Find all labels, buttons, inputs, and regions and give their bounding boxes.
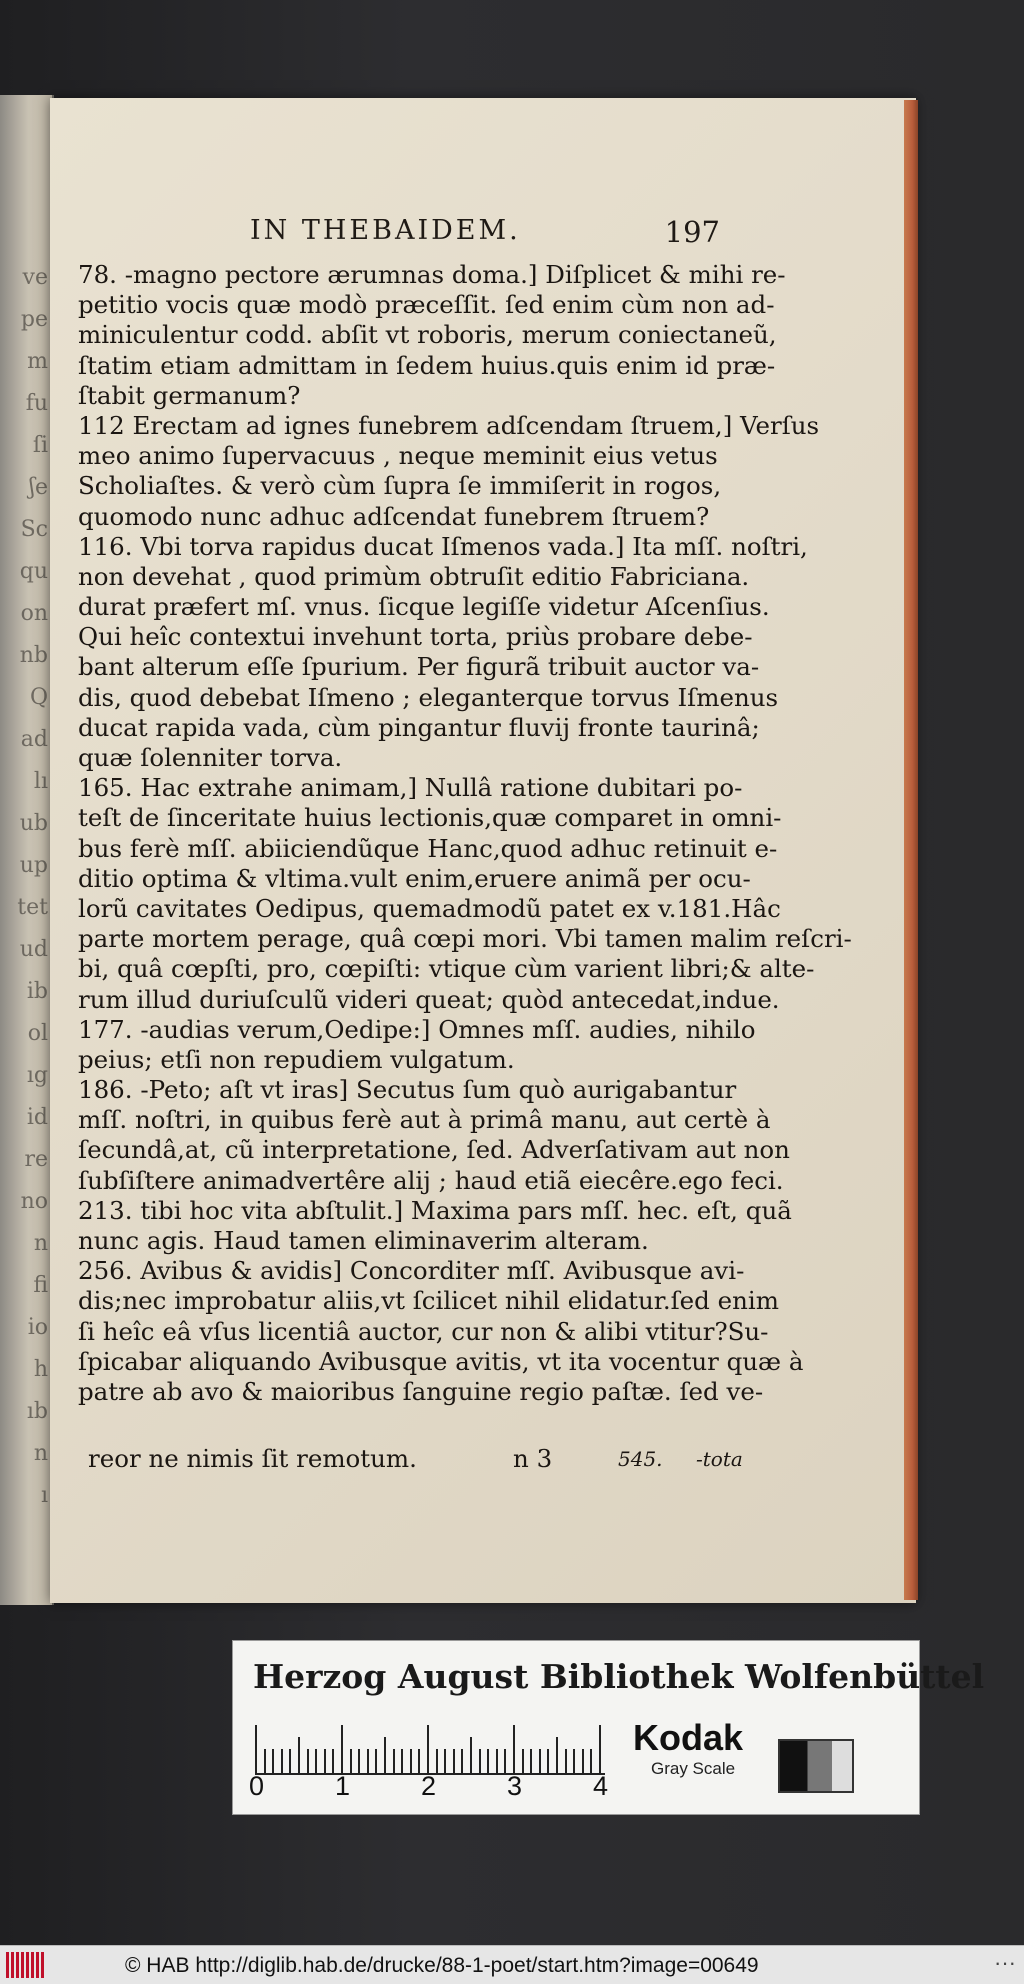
ruler-tick <box>298 1737 300 1773</box>
ruler-tick <box>496 1749 498 1773</box>
text-line: 116. Vbi torva rapidus ducat Iſmenos vada.] Ita mſſ. noſtri, <box>78 531 808 561</box>
facing-page-fragment: ad <box>20 727 48 752</box>
facing-page-fragment: lı <box>33 769 48 794</box>
facing-page-fragment: Sc <box>20 517 48 542</box>
ruler-tick <box>547 1749 549 1773</box>
copyright-url[interactable]: © HAB http://diglib.hab.de/drucke/88-1-poet/start.htm?image=00649 <box>125 1954 759 1977</box>
text-line: durat præfert mſ. vnus. ſicque legiſſe videtur Aſcenſius. <box>78 592 770 622</box>
ruler-tick <box>556 1737 558 1773</box>
facing-page-fragment: re <box>24 1147 48 1172</box>
ruler-label-2: 2 <box>421 1771 437 1801</box>
signature-mark: n 3 <box>513 1444 553 1473</box>
facing-page-fragment: ı <box>40 1483 48 1508</box>
facing-page-fragment: qu <box>19 559 48 584</box>
catchword-number: 545. <box>618 1447 663 1471</box>
more-menu-icon[interactable]: ··· <box>994 1950 1016 1975</box>
ruler-tick <box>393 1749 395 1773</box>
ruler-tick <box>590 1749 592 1773</box>
ruler-tick <box>341 1725 343 1773</box>
text-line: dis;nec improbatur aliis,vt ſcilicet nihil elidatur.ſed enim <box>78 1286 779 1316</box>
scale-ruler <box>255 1723 605 1775</box>
text-line: ſi heîc eâ vſus licentiâ auctor, cur non & alibi vtitur?Su- <box>78 1316 769 1346</box>
page-header <box>250 215 720 255</box>
text-line: miniculentur codd. abſit vt roboris, merum coniectaneũ, <box>78 320 777 350</box>
text-line: 112 Erectam ad ignes funebrem adſcendam ſtruem,] Verſus <box>78 410 820 440</box>
ruler-tick <box>444 1749 446 1773</box>
text-line: bant alterum eſſe ſpurium. Per figurã tribuit auctor va- <box>78 652 760 682</box>
facing-page-fragment: n <box>33 1441 48 1466</box>
ruler-tick <box>470 1737 472 1773</box>
ruler-tick <box>522 1749 524 1773</box>
facing-page-fragment: id <box>26 1105 48 1130</box>
text-line: ditio optima & vltima.vult enim,eruere animã per ocu- <box>78 863 751 893</box>
ruler-tick <box>436 1749 438 1773</box>
ruler-tick <box>453 1749 455 1773</box>
ruler-tick <box>289 1749 291 1773</box>
facing-page-fragment: ıb <box>26 1399 48 1424</box>
text-line: ſubſiſtere animadvertêre alij ; haud etiã eiecêre.ego feci. <box>78 1165 784 1195</box>
ruler-tick <box>384 1737 386 1773</box>
catchword: -tota <box>696 1447 743 1471</box>
ruler-tick <box>461 1749 463 1773</box>
page-red-edge <box>904 100 918 1600</box>
viewer-footer <box>0 1945 1024 1984</box>
facing-page-fragment: ol <box>27 1021 48 1046</box>
facing-page-fragment: fi <box>33 1273 48 1298</box>
text-line: Scholiaſtes. & verò cùm ſupra ſe immiſerit in rogos, <box>78 471 722 501</box>
text-line: ſtatim etiam admittam in ſedem huius.quis enim id præ- <box>78 350 776 380</box>
facing-page-fragment: ʃe <box>29 475 48 500</box>
page-number: 197 <box>664 215 720 249</box>
text-line: 186. -Peto; aſt vt iras] Secutus ſum quò aurigabantur <box>78 1075 737 1105</box>
ruler-tick <box>539 1749 541 1773</box>
text-line: 177. -audias verum,Oedipe:] Omnes mſſ. audies, nihilo <box>78 1014 756 1044</box>
gray-scale-label: Gray Scale <box>651 1759 736 1778</box>
ruler-tick <box>358 1749 360 1773</box>
ruler-tick <box>427 1725 429 1773</box>
ruler-tick <box>513 1725 515 1773</box>
ruler-tick <box>272 1749 274 1773</box>
text-line: peius; etſi non repudiem vulgatum. <box>78 1044 515 1074</box>
facing-page-edge <box>0 95 54 1605</box>
page-footer-line <box>88 1443 748 1475</box>
text-line: ducat rapida vada, cùm pingantur fluvij fronte taurinâ; <box>78 712 760 742</box>
ruler-tick <box>487 1749 489 1773</box>
facing-page-fragment: fu <box>25 391 48 416</box>
kodak-logo: Kodak <box>633 1717 744 1758</box>
text-line: parte mortem perage, quâ cœpi mori. Vbi tamen malim reſcri- <box>78 924 852 954</box>
ruler-tick <box>418 1749 420 1773</box>
facing-page-fragment: h <box>33 1357 48 1382</box>
ruler-label-1: 1 <box>335 1771 351 1801</box>
facing-page-fragment: ſi <box>32 433 48 458</box>
facing-page-fragment: ve <box>22 265 48 290</box>
text-line: non devehat , quod primùm obtruſit editio Fabriciana. <box>78 561 750 591</box>
text-line: rum illud duriuſculũ videri queat; quòd antecedat,indue. <box>78 984 780 1014</box>
ruler-tick <box>315 1749 317 1773</box>
ruler-tick <box>479 1749 481 1773</box>
facing-page-fragment: up <box>19 853 48 878</box>
facing-page-fragment: pe <box>20 307 48 332</box>
facing-page-fragment: ud <box>19 937 48 962</box>
facing-page-fragment: nb <box>19 643 48 668</box>
ruler-label-0: 0 <box>249 1771 265 1801</box>
ruler-label-4: 4 <box>593 1771 609 1801</box>
facing-page-fragment: on <box>20 601 48 626</box>
text-line: teſt de ſinceritate huius lectionis,quæ comparet in omni- <box>78 803 782 833</box>
ruler-tick <box>350 1749 352 1773</box>
ruler-tick <box>375 1749 377 1773</box>
gray-scale-swatch <box>778 1739 854 1793</box>
ruler-tick <box>367 1749 369 1773</box>
facing-page-fragment: Q <box>29 685 48 710</box>
color-calibration-card <box>232 1640 985 1815</box>
text-line: dis, quod debebat Iſmeno ; eleganterque torvus Iſmenus <box>78 682 779 712</box>
ruler-tick <box>281 1749 283 1773</box>
ruler-tick <box>264 1749 266 1773</box>
ruler-tick <box>255 1725 257 1773</box>
text-line: ſecundâ,at, cũ interpretatione, ſed. Adverſativam aut non <box>78 1135 790 1165</box>
text-line: 165. Hac extrahe animam,] Nullâ ratione dubitari po- <box>78 773 743 803</box>
text-line: 213. tibi hoc vita abſtulit.] Maxima pars mſſ. hec. eſt, quã <box>78 1195 792 1225</box>
facing-page-fragment: ub <box>19 811 48 836</box>
ruler-tick <box>599 1725 601 1773</box>
hab-logo-icon <box>6 1952 46 1978</box>
text-line: ſpicabar aliquando Avibusque avitis, vt ita vocentur quæ à <box>78 1346 804 1376</box>
text-line: petitio vocis quæ modò præceſſit. ſed enim cùm non ad- <box>78 290 775 320</box>
facing-page-fragment: n <box>33 1231 48 1256</box>
text-line: 78. -magno pectore ærumnas doma.] Diſplicet & mihi re- <box>78 260 786 289</box>
ruler-tick <box>324 1749 326 1773</box>
ruler-tick <box>530 1749 532 1773</box>
last-text-line: reor ne nimis ſit remotum. <box>88 1444 417 1473</box>
facing-page-fragment: m <box>27 349 48 374</box>
running-head: IN THEBAIDEM. <box>250 215 521 246</box>
text-line: bus ferè mſſ. abiiciendũque Hanc,quod adhuc retinuit e- <box>78 833 778 863</box>
text-line: 256. Avibus & avidis] Concorditer mſſ. Avibusque avi- <box>78 1256 745 1286</box>
commentary-text <box>78 260 852 1407</box>
text-line: Qui heîc contextui invehunt torta, priùs probare debe- <box>78 622 753 652</box>
text-line: lorũ cavitates Oedipus, quemadmodũ patet ex v.181.Hâc <box>78 893 781 923</box>
text-line: meo animo ſupervacuus , neque meminit eius vetus <box>78 441 718 471</box>
text-line: mſſ. noſtri, in quibus ferè aut à primâ manu, aut certè à <box>78 1105 771 1135</box>
ruler-tick <box>332 1749 334 1773</box>
text-line: patre ab avo & maioribus ſanguine regio paſtæ. ſed ve- <box>78 1376 764 1406</box>
text-line: bi, quâ cœpſti, pro, cœpiſti: vtique cùm varient libri;& alte- <box>78 954 815 984</box>
ruler-tick <box>410 1749 412 1773</box>
facing-page-fragment: ib <box>26 979 48 1004</box>
ruler-tick <box>573 1749 575 1773</box>
text-line: quæ ſolenniter torva. <box>78 743 343 772</box>
text-line: ſtabit germanum? <box>78 380 301 410</box>
facing-page-fragment: tet <box>17 895 48 920</box>
ruler-tick <box>504 1749 506 1773</box>
ruler-label-3: 3 <box>507 1771 523 1801</box>
ruler-tick <box>401 1749 403 1773</box>
facing-page-fragment: no <box>20 1189 48 1214</box>
text-line: nunc agis. Haud tamen eliminaverim alteram. <box>78 1226 649 1255</box>
text-line: quomodo nunc adhuc adſcendat funebrem ſtruem? <box>78 501 710 531</box>
facing-page-fragment: io <box>27 1315 48 1340</box>
ruler-tick <box>582 1749 584 1773</box>
facing-page-fragment: ıg <box>26 1063 48 1088</box>
library-name: Herzog August Bibliothek Wolfenbüttel <box>253 1657 985 1696</box>
ruler-tick <box>565 1749 567 1773</box>
ruler-tick <box>307 1749 309 1773</box>
